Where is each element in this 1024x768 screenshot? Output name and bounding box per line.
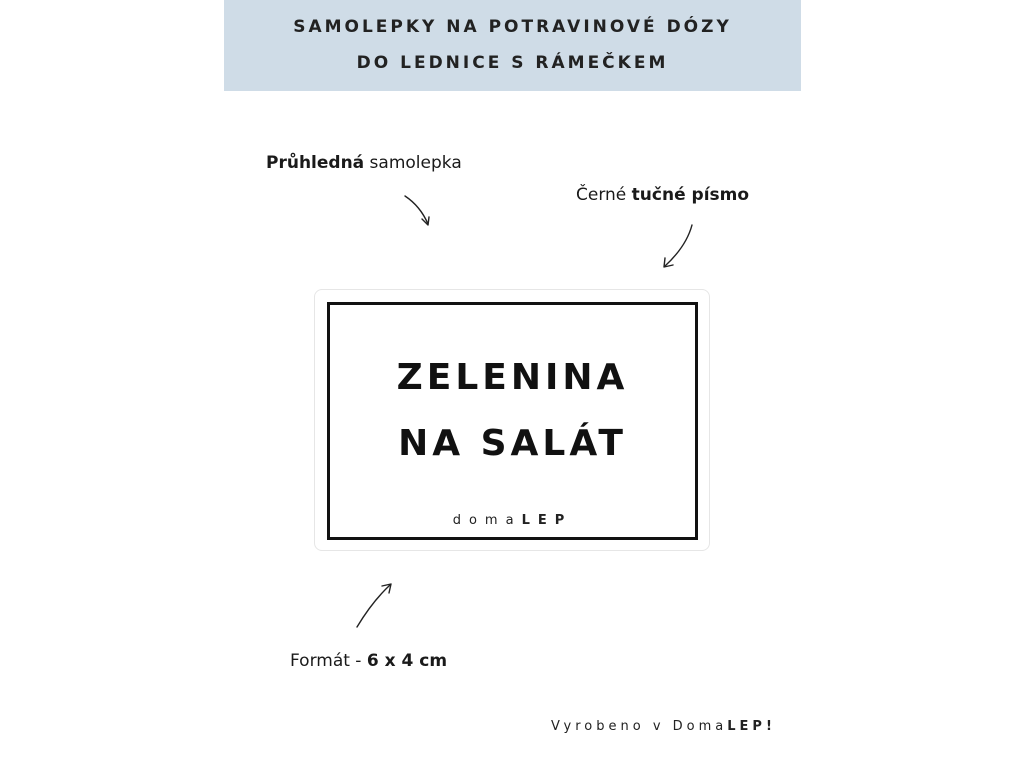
annotation-font-bold: tučné písmo — [631, 185, 750, 205]
sticker-brand-bold: LEP — [521, 513, 573, 528]
sticker-brand — [330, 513, 695, 528]
footer-credit-light: Vyrobeno v Doma — [551, 719, 728, 734]
sticker-label-line-1: ZELENINA — [396, 357, 629, 398]
footer-credit — [551, 719, 776, 734]
annotation-font-plain: Černé — [576, 185, 632, 205]
arrow-down-left-icon — [658, 222, 698, 272]
header-banner — [224, 0, 801, 91]
sticker-label-line-2: NA SALÁT — [398, 423, 627, 464]
annotation-transparent-bold: Průhledná — [266, 153, 365, 173]
sticker-brand-light: doma — [452, 513, 522, 528]
annotation-format-plain: Formát - — [290, 651, 367, 671]
arrow-up-right-icon — [352, 580, 396, 630]
sticker-preview — [314, 289, 710, 551]
sticker-frame — [327, 302, 698, 540]
arrow-down-right-icon — [400, 192, 436, 232]
annotation-transparent — [266, 153, 462, 173]
annotation-format — [290, 651, 447, 671]
header-title-line-1: SAMOLEPKY NA POTRAVINOVÉ DÓZY — [293, 17, 732, 37]
annotation-transparent-rest: samolepka — [364, 153, 462, 173]
header-title-line-2: DO LEDNICE S RÁMEČKEM — [356, 53, 669, 73]
annotation-format-bold: 6 x 4 cm — [366, 651, 448, 671]
footer-credit-bold: LEP! — [727, 719, 776, 734]
annotation-font — [576, 185, 749, 205]
